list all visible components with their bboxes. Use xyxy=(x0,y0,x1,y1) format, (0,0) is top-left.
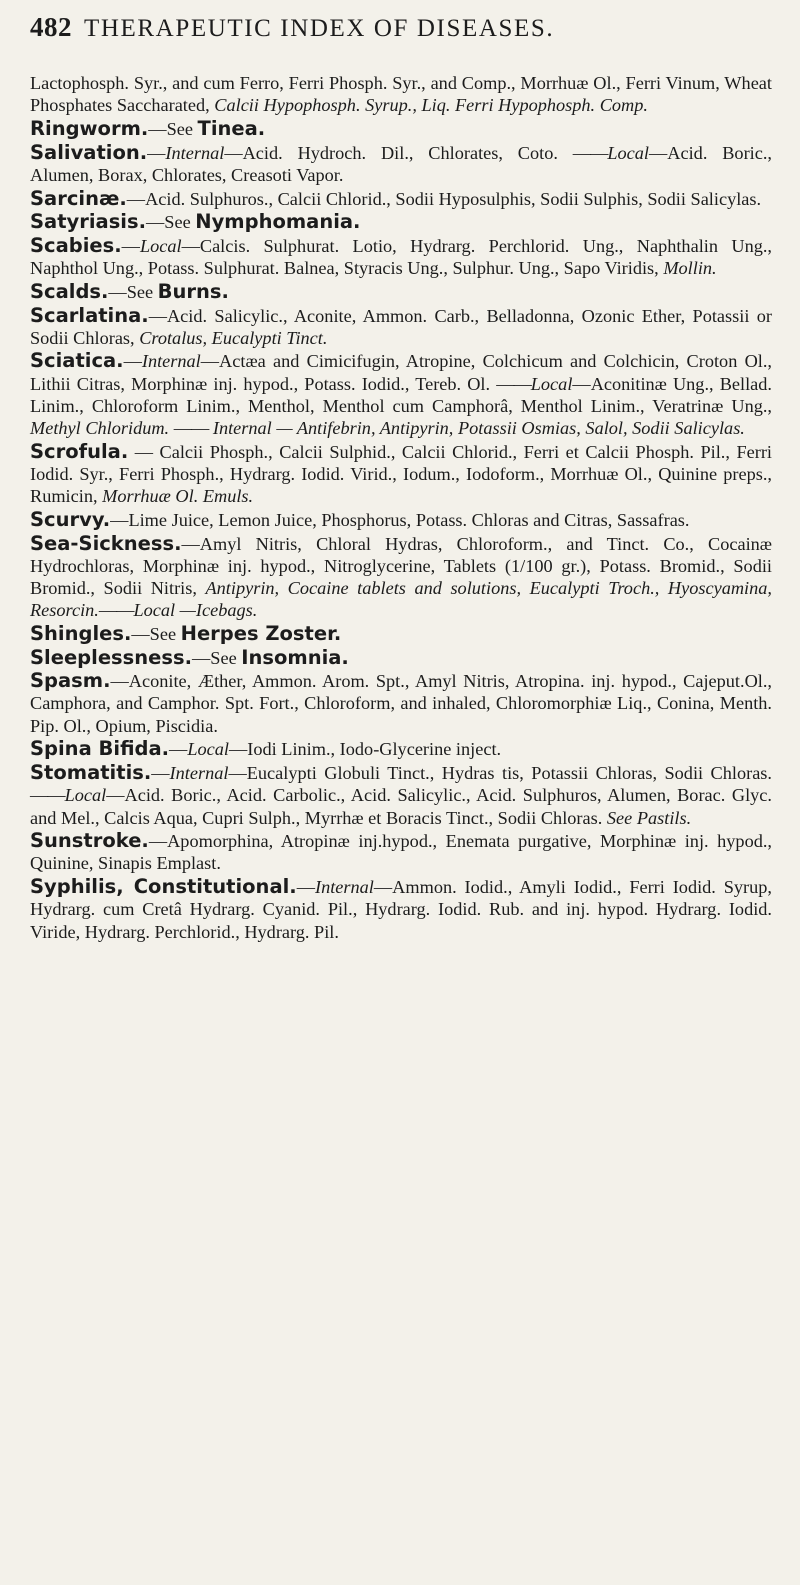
index-entry-lactophosph xyxy=(30,72,772,116)
entry-text: — xyxy=(151,763,170,784)
italic-text: Methyl Chloridum. xyxy=(30,418,170,439)
index-entry-stomatitis xyxy=(30,762,772,829)
index-entry-scalds xyxy=(30,281,772,303)
index-entry-shingles xyxy=(30,623,772,645)
entry-text: —Acid. Boric., Alumen, Borax, Chlorates, Creasoti Vapor. xyxy=(30,142,772,185)
dash-separator: —— xyxy=(572,142,608,163)
cross-reference: Tinea. xyxy=(197,116,266,140)
entry-text: —Ammon. Iodid., Amyli Iodid., Ferri Iodid. Syrup, Hydrarg. cum Cretâ Hydrarg. Cyanid. Pil., Hydrarg. Iodid. Rub. and inj. hypod. Hydrarg. Iodid. Viride, Hydrarg. Perchlorid., Hydrarg. Pil. xyxy=(30,877,772,942)
dash-separator: —— xyxy=(173,418,209,439)
entry-text: —See xyxy=(146,212,196,233)
index-entries xyxy=(30,72,772,943)
entry-text: —Amyl Nitris, Chloral Hydras, Chloroform., and Tinct. Co., Cocainæ Hydrochloras, Morphinæ inj. hypod., Nitroglycerine, Tablets (1/100 gr.), Potass. Bromid., Sodii Bromid., Sodii Nitris, xyxy=(30,533,772,598)
index-entry-sunstroke xyxy=(30,830,772,874)
entry-term: Sciatica. xyxy=(30,349,124,373)
section-label: Internal xyxy=(169,763,229,784)
entry-text: —Aconitinæ Ung., Bellad. Linim., Chloroform Linim., Menthol, Menthol cum Camphorâ, Menthol Linim., Veratrinæ Ung., xyxy=(30,373,772,416)
section-label: Local xyxy=(187,739,229,760)
cross-reference: Insomnia. xyxy=(241,645,349,669)
section-label: Local xyxy=(607,142,649,163)
entry-term: Salivation. xyxy=(30,140,148,164)
index-entry-sea-sickness xyxy=(30,533,772,622)
entry-text: — xyxy=(121,235,140,256)
dash-separator: —— xyxy=(30,785,65,806)
entry-text: —Apomorphina, Atropinæ inj.hypod., Enemata purgative, Morphinæ inj. hypod., Quinine, Sinapis Emplast. xyxy=(30,831,772,874)
index-entry-scarlatina xyxy=(30,305,772,349)
page-header xyxy=(30,12,772,52)
entry-text: —See xyxy=(192,647,242,668)
index-entry-salivation xyxy=(30,142,772,186)
entry-text: —See xyxy=(108,281,158,302)
entry-term: Syphilis, Constitutional. xyxy=(30,875,297,899)
entry-term: Sarcinæ. xyxy=(30,186,127,210)
section-label: Local xyxy=(139,235,182,256)
index-entry-sarcinae xyxy=(30,188,772,210)
section-label: Local xyxy=(64,785,107,806)
entry-text: —Calcis. Sulphurat. Lotio, Hydrarg. Perchlorid. Ung., Naphthalin Ung., Naphthol Ung., Potass. Sulphurat. Balnea, Styracis Ung., Sulphur. Ung., Sapo Viridis, xyxy=(30,235,772,279)
entry-term: Sea-Sickness. xyxy=(30,531,182,555)
italic-text: Morrhuæ Ol. Emuls. xyxy=(102,486,254,507)
page-number: 482 xyxy=(30,12,72,42)
entry-text: —Iodi Linim., Iodo-Glycerine inject. xyxy=(228,739,502,760)
index-entry-sleeplessness xyxy=(30,647,772,669)
entry-term: Scabies. xyxy=(30,233,122,257)
dash-separator: —— xyxy=(496,373,531,394)
entry-term: Satyriasis. xyxy=(30,210,147,234)
entry-term: Sunstroke. xyxy=(30,829,149,853)
index-entry-ringworm xyxy=(30,118,772,140)
entry-term: Shingles. xyxy=(30,621,132,645)
entry-term: Scurvy. xyxy=(30,507,111,531)
entry-text: —See xyxy=(131,623,181,644)
entry-text: —Acid. Boric., Acid. Carbolic., Acid. Salicylic., Acid. Sulphuros, Alumen, Borac. Glyc. and Mel., Calcis Aqua, Cupri Sulph., Myrrhæ et Boracis Tinct., Sodii Chloras. xyxy=(30,785,772,828)
italic-text: Mollin. xyxy=(663,258,717,279)
entry-text: — xyxy=(169,739,188,760)
entry-term: Spina Bifida. xyxy=(30,737,170,761)
section-label: Internal xyxy=(141,351,201,372)
entry-text: —Aconite, Æther, Ammon. Arom. Spt., Amyl Nitris, Atropina. inj. hypod., Cajeput.Ol., Camphora, and Camphor. Spt. Fort., Chloroform, and inhaled, Chloromorphiæ Liq., Conina, Menth. Pip. Ol., Opium, Piscidia. xyxy=(30,671,772,736)
entry-text: —Acid. Hydroch. Dil., Chlorates, Coto. xyxy=(224,142,573,163)
entry-term: Stomatitis. xyxy=(30,761,152,785)
entry-text: — xyxy=(296,877,315,898)
entry-term: Scalds. xyxy=(30,279,109,303)
index-entry-spasm xyxy=(30,670,772,737)
cross-reference: Herpes Zoster. xyxy=(180,621,342,645)
italic-text: Internal — Antifebrin, Antipyrin, Potassii Osmias, Salol, Sodii Salicylas. xyxy=(208,418,745,439)
index-entry-spina-bifida xyxy=(30,738,772,760)
index-entry-scabies xyxy=(30,235,772,279)
entry-text: —Lime Juice, Lemon Juice, Phosphorus, Potass. Chloras and Citras, Sassafras. xyxy=(110,509,690,530)
italic-text: Antipyrin, Cocaine tablets and solutions, Eucalypti Troch., Hyoscyamina, Resorcin. xyxy=(30,577,772,621)
entry-text: — Calcii Phosph., Calcii Sulphid., Calcii Chlorid., Ferri et Calcii Phosph. Pil., Ferri Iodid. Syr., Ferri Phosph., Hydrarg. Iodid. Virid., Iodum., Iodoform., Morrhuæ Ol., Quinine preps., Rumicin, xyxy=(30,441,772,507)
italic-text: Calcii Hypophosph. Syrup., Liq. Ferri Hypophosph. Comp. xyxy=(214,95,648,116)
entry-text: —Actæa and Cimicifugin, Atropine, Colchicum and Colchicin, Croton Ol., Lithii Citras, Morphinæ inj. hypod., Potass. Iodid., Tereb. Ol. xyxy=(30,351,772,394)
entry-term: Scrofula. xyxy=(30,439,129,463)
running-head: THERAPEUTIC INDEX OF DISEASES. xyxy=(84,15,555,42)
index-entry-scurvy xyxy=(30,509,772,531)
italic-text: Crotalus, Eucalypti Tinct. xyxy=(139,327,328,348)
entry-text: —Acid. Sulphuros., Calcii Chlorid., Sodii Hyposulphis, Sodii Sulphis, Sodii Salicylas. xyxy=(126,188,762,209)
italic-text: See Pastils. xyxy=(606,807,692,828)
entry-text: — xyxy=(147,142,166,163)
entry-term: Sleeplessness. xyxy=(30,645,192,669)
cross-reference: Burns. xyxy=(157,279,229,303)
cross-reference: Nymphomania. xyxy=(195,210,361,234)
italic-text: Local —Icebags. xyxy=(133,600,258,621)
index-entry-syphilis xyxy=(30,876,772,943)
index-entry-sciatica xyxy=(30,350,772,439)
entry-text: —Eucalypti Globuli Tinct., Hydras tis, Potassii Chloras, Sodii Chloras. xyxy=(228,763,772,784)
entry-term: Spasm. xyxy=(30,669,111,693)
entry-text: — xyxy=(123,351,142,372)
entry-text: —Acid. Salicylic., Aconite, Ammon. Carb., Belladonna, Ozonic Ether, Potassii or Sodii Chloras, xyxy=(30,305,772,348)
dash-separator: —— xyxy=(98,600,134,621)
index-entry-satyriasis xyxy=(30,211,772,233)
section-label: Local xyxy=(530,373,573,394)
entry-term: Scarlatina. xyxy=(30,303,149,327)
index-entry-scrofula xyxy=(30,441,772,508)
section-label: Internal xyxy=(165,142,225,163)
entry-term: Ringworm. xyxy=(30,116,149,140)
entry-text: Lactophosph. Syr., and cum Ferro, Ferri Phosph. Syr., and Comp., Morrhuæ Ol., Ferri Vinum, Wheat Phosphates Saccharated, xyxy=(30,73,772,116)
entry-text: —See xyxy=(148,118,198,139)
section-label: Internal xyxy=(314,877,374,898)
